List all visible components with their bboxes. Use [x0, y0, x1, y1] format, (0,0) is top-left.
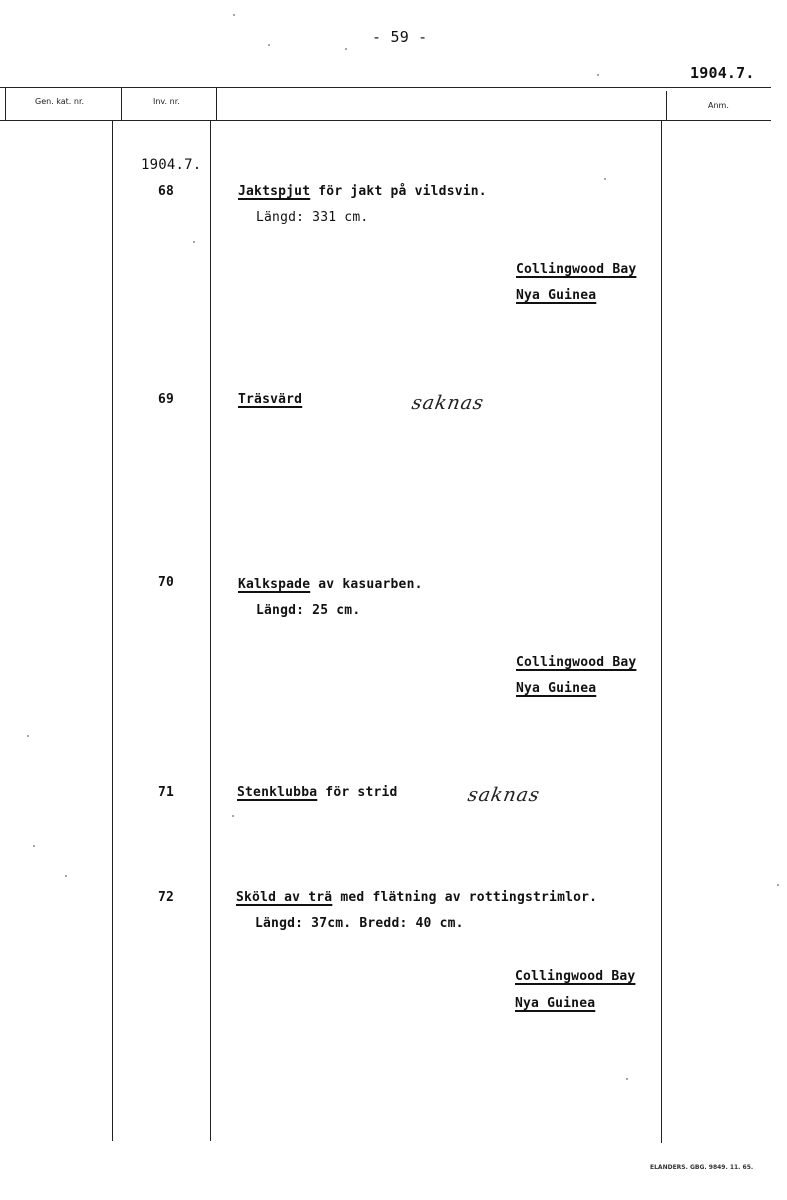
- header-anm: Anm.: [708, 101, 729, 110]
- scan-speck: [268, 44, 270, 46]
- entry-72-title: Sköld av trä: [236, 890, 333, 905]
- header-gen-kat: Gen. kat. nr.: [35, 97, 85, 106]
- entry-69-number: 69: [158, 392, 175, 407]
- column-line-inv: [112, 121, 113, 1141]
- entry-70-rest: av kasuarben.: [310, 577, 423, 592]
- entry-68-title-line: [238, 184, 487, 199]
- entry-70-title-line: [238, 577, 423, 592]
- entry-71-number: 71: [158, 785, 175, 800]
- column-divider-inv: [121, 87, 122, 121]
- header-top-rule: [0, 87, 771, 88]
- entry-68-place-1: Collingwood Bay: [516, 262, 637, 277]
- entry-72-title-line: [236, 890, 597, 905]
- scan-speck: [604, 178, 606, 180]
- scan-speck: [65, 875, 67, 877]
- entry-68-detail: Längd: 331 cm.: [256, 210, 369, 225]
- header-inv: Inv. nr.: [153, 97, 180, 106]
- entry-68-title: Jaktspjut: [238, 184, 311, 199]
- entry-68-number: 68: [158, 184, 175, 199]
- entry-71-title: Stenklubba: [237, 785, 318, 800]
- scan-speck: [33, 845, 35, 847]
- header-bottom-rule: [0, 120, 771, 121]
- scan-speck: [193, 241, 195, 243]
- scan-speck: [777, 884, 779, 886]
- scan-speck: [345, 48, 347, 50]
- entry-72-rest: med flätning av rottingstrimlor.: [332, 890, 598, 905]
- entry-69-handwritten-note: saknas: [410, 392, 486, 414]
- entry-70-number: 70: [158, 575, 175, 590]
- scan-speck: [27, 735, 29, 737]
- entry-70-detail: Längd: 25 cm.: [256, 603, 361, 618]
- entry-72-place-2: Nya Guinea: [515, 996, 596, 1011]
- scan-speck: [626, 1078, 628, 1080]
- entry-72-place-1: Collingwood Bay: [515, 969, 636, 984]
- entry-70-title: Kalkspade: [238, 577, 311, 592]
- entry-70-place-2: Nya Guinea: [516, 681, 597, 696]
- scan-speck: [597, 74, 599, 76]
- printer-imprint: ELANDERS. GBG. 9849. 11. 65.: [650, 1164, 754, 1171]
- entry-69-title: Träsvärd: [238, 392, 303, 407]
- entry-68-place-2: Nya Guinea: [516, 288, 597, 303]
- entry-70-place-1: Collingwood Bay: [516, 655, 637, 670]
- entry-71-handwritten-note: saknas: [466, 784, 542, 806]
- column-divider-anm: [666, 91, 667, 121]
- column-line-anm: [661, 121, 662, 1143]
- entry-68-rest: för jakt på vildsvin.: [310, 184, 487, 199]
- inv-year: 1904.7.: [141, 157, 202, 173]
- year-reference: 1904.7.: [690, 64, 755, 82]
- scan-speck: [233, 14, 235, 16]
- entry-72-detail: Längd: 37cm. Bredd: 40 cm.: [255, 916, 464, 931]
- column-divider-desc: [216, 87, 217, 121]
- entry-71-title-line: [237, 785, 398, 800]
- scan-speck: [232, 815, 234, 817]
- entry-71-rest: för strid: [317, 785, 398, 800]
- column-divider-left: [5, 87, 6, 121]
- column-line-desc: [210, 121, 211, 1141]
- page-number: - 59 -: [372, 28, 428, 46]
- entry-72-number: 72: [158, 890, 175, 905]
